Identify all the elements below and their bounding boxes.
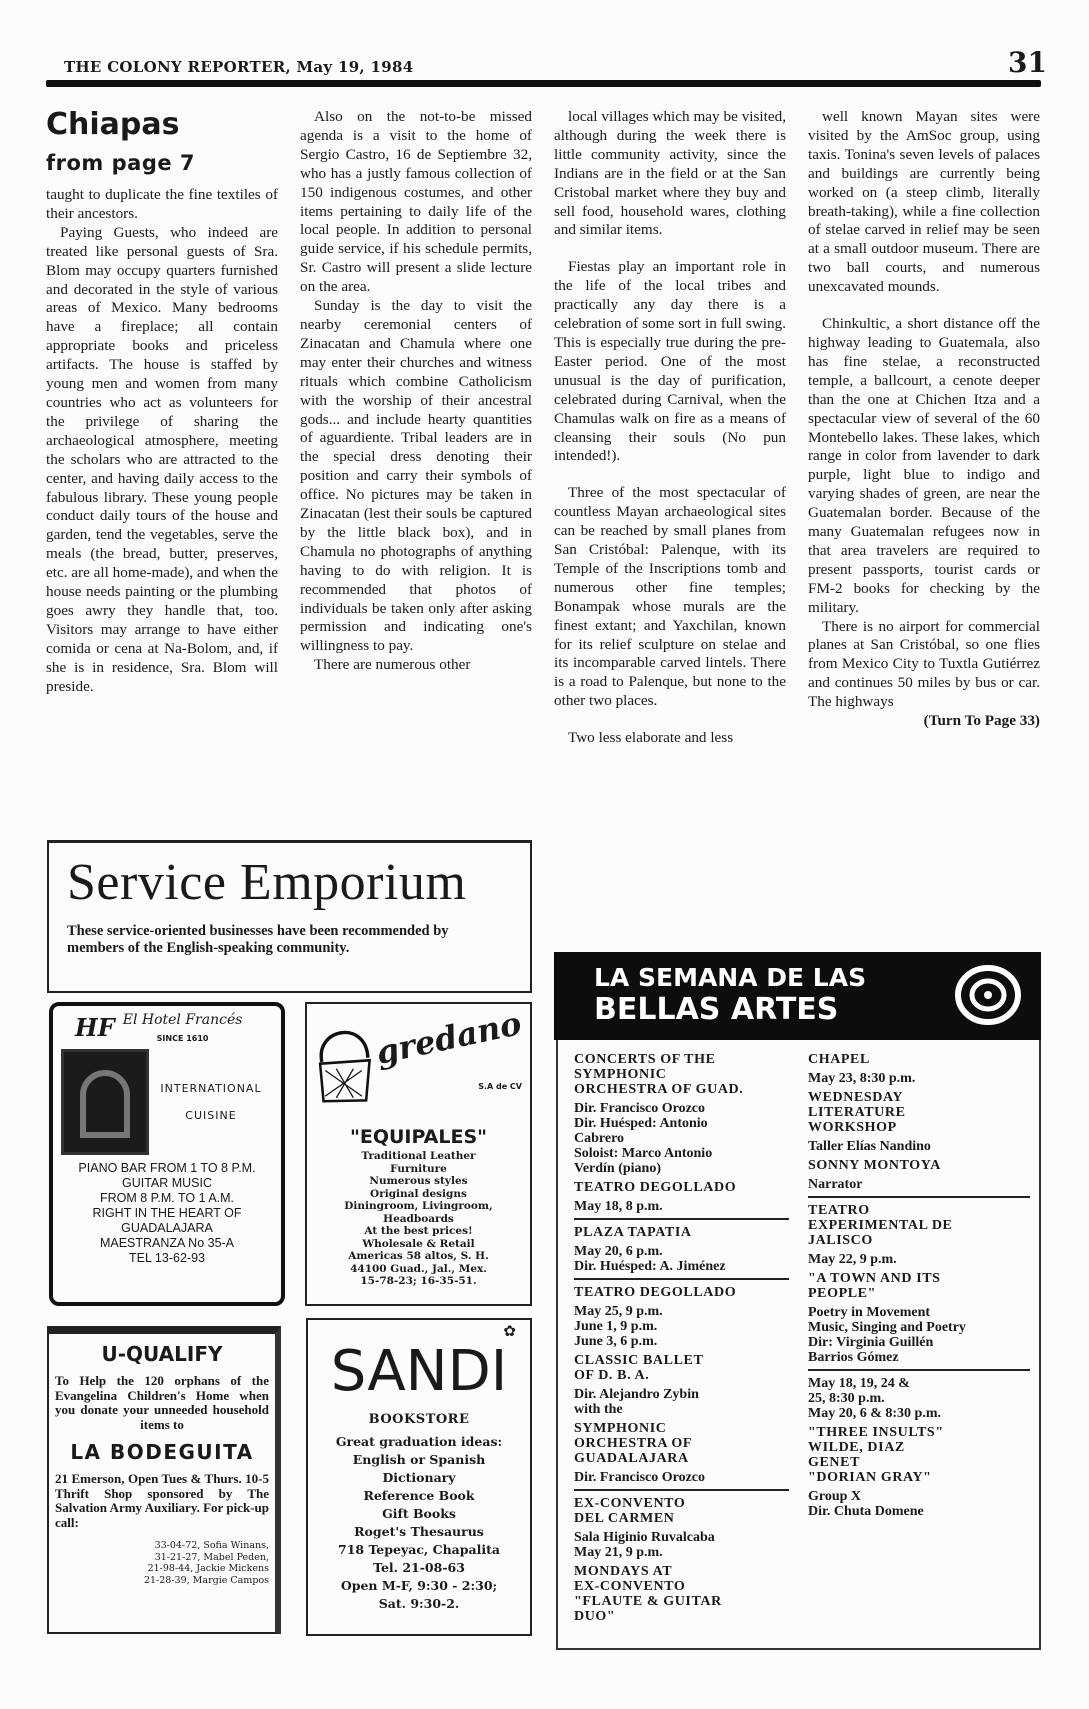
emporium-title: Service Emporium xyxy=(67,854,467,911)
listing-venue: "THREE INSULTS" WILDE, DIAZ GENET "DORIAN GRAY" xyxy=(808,1425,944,1485)
article-paragraph: well known Mayan sites were visited by the AmSoc group, using taxis. Tonina's seven levels of palaces and buildings are currently being worked on (a steep climb, literally breath-taking), while a fine collection of stelae carved in relief may be seen at a small outdoor museum. There are two ball courts, and numerous unexcavated mounds. xyxy=(808,108,1040,296)
listings-left-column xyxy=(574,1052,789,1628)
listing-venue: PLAZA TAPATIA xyxy=(574,1225,692,1240)
listing-detail: May 20, 6 p.m. Dir. Huésped: A. Jiménez xyxy=(574,1244,726,1274)
masthead: THE COLONY REPORTER, May 19, 1984 xyxy=(64,58,414,76)
article-paragraph: Fiestas play an important role in the life of the local tribes and practically any day there is a celebration of some sort in full swing. This is especially true during the pre-Easter period. One of the most unusual is the day of purification, celebrated during Carnival, when the Chamulas walk on fire as a means of cleansing their souls (No pun intended!). xyxy=(554,258,786,465)
listing-divider xyxy=(574,1489,789,1491)
bellas-artes-spiral-logo xyxy=(955,964,1021,1026)
listing-venue: MONDAYS AT EX-CONVENTO "FLAUTE & GUITAR DUO" xyxy=(574,1564,722,1624)
listing-venue: TEATRO DEGOLLADO xyxy=(574,1180,737,1195)
listing-detail: May 18, 19, 24 & 25, 8:30 p.m. May 20, 6 & 8:30 p.m. xyxy=(808,1376,941,1421)
hotel-since: SINCE 1610 xyxy=(156,1034,209,1043)
gredano-suffix: S.A de CV xyxy=(478,1082,522,1091)
listing-detail: Taller Elías Nandino xyxy=(808,1139,931,1154)
hotel-line-cuisine: CUISINE xyxy=(185,1109,237,1122)
article-paragraph: Three of the most spectacular of countless Mayan archaeological sites can be reached by small planes from San Cristóbal: Palenque, with its Temple of the Inscriptions tomb and numerous other fine temples; Bonampak whose murals are the finest extant; and Yaxchilan, known for its relief sculpture on stelae and its incomparable carved lintels. There is a road to Palenque, but none to the other two places. xyxy=(554,484,786,710)
gredano-logo: gredano xyxy=(372,1004,525,1072)
sandi-details: Great graduation ideas: English or Spanish Dictionary Reference Book Gift Books Roget's Thesaurus 718 Tepeyac, Chapalita Tel. 21-08-63 Open M-F, 9:30 - 2:30; Sat. 9:30-2. xyxy=(335,1434,503,1611)
article-column-2 xyxy=(300,108,532,675)
article-paragraph: There is no airport for commercial planes at San Cristóbal, so one flies from Mexico City to Tuxtla Gutiérrez and continues 50 miles by bus or car. The highways xyxy=(808,617,1040,711)
listing-detail: Group X Dir. Chuta Domene xyxy=(808,1489,924,1519)
article-column-3 xyxy=(554,108,786,748)
listings-right-column xyxy=(808,1052,1030,1523)
service-emporium-banner xyxy=(47,840,532,993)
listing-divider xyxy=(808,1369,1030,1371)
listing-detail: May 25, 9 p.m. June 1, 9 p.m. June 3, 6 p.m. xyxy=(574,1304,663,1349)
listing-detail: May 22, 9 p.m. xyxy=(808,1252,897,1267)
article-paragraph: Chinkultic, a short distance off the highway leading to Guatemala, also has fine stelae, a reconstructed temple, a ballcourt, a cenote deeper than the one at Chichen Itza and a spectacular view of several of the 60 Montebello lakes. These lakes, which range in color from lavender to dark purple, light blue to indigo and varying shades of green, are near the Guatemalan border. Because of the many Guatemalan refugees now in that area travelers are required to present passports, tourist cards or FM-2 books for checking by the military. xyxy=(808,315,1040,616)
uqualify-intro: To Help the 120 orphans of the Evangelina Children's Home when you donate your unneeded household items to xyxy=(55,1373,269,1432)
listing-venue: TEATRO DEGOLLADO xyxy=(574,1285,737,1300)
equipal-chair-icon xyxy=(315,1012,375,1112)
listing-venue: WEDNESDAY LITERATURE WORKSHOP xyxy=(808,1090,906,1135)
sandi-bookstore-ad xyxy=(306,1318,532,1636)
bellas-artes-header xyxy=(554,952,1041,1040)
gredano-details: Traditional Leather Furniture Numerous styles Original designs Diningroom, Livingroom, Headboards At the best prices! Wholesale & Retail Americas 58 altos, S. H. 44100 Guad., Jal., Mex. 15-78-23; 16-35-51. xyxy=(344,1150,493,1287)
listing-detail: May 23, 8:30 p.m. xyxy=(808,1071,916,1086)
listing-divider xyxy=(574,1278,789,1280)
hotel-frances-ad xyxy=(49,1002,285,1306)
article-paragraph: Two less elaborate and less xyxy=(568,729,734,747)
article-title: Chiapas xyxy=(46,107,180,142)
emporium-subtitle: These service-oriented businesses have been recommended by members of the English-speaking community. xyxy=(67,923,449,956)
listing-venue: EX-CONVENTO DEL CARMEN xyxy=(574,1496,686,1526)
article-subtitle: from page 7 xyxy=(46,151,196,175)
continued-line: (Turn To Page 33) xyxy=(923,712,1040,730)
listing-divider xyxy=(808,1196,1030,1198)
hf-monogram-logo: HF xyxy=(75,1013,115,1042)
listing-detail: Narrator xyxy=(808,1177,863,1192)
hotel-details: PIANO BAR FROM 1 TO 8 P.M. GUITAR MUSIC FROM 8 P.M. TO 1 A.M. RIGHT IN THE HEART OF GUADALAJARA MAESTRANZA No 35-A TEL 13-62-93 xyxy=(78,1161,256,1265)
listing-venue: CLASSIC BALLET OF D. B. A. xyxy=(574,1353,704,1383)
uqualify-details: 21 Emerson, Open Tues & Thurs. 10-5 Thrift Shop sponsored by The Salvation Army Auxiliary. For pick-up call: xyxy=(55,1471,269,1530)
uqualify-contacts: 33-04-72, Sofia Winans, 31-21-27, Mabel Peden, 21-98-44, Jackie Mickens 21-28-39, Margie Campos xyxy=(143,1540,269,1586)
hotel-line-international: INTERNATIONAL xyxy=(160,1082,262,1095)
page-number: 31 xyxy=(1008,46,1047,79)
bellas-artes-line2: BELLAS ARTES xyxy=(594,992,839,1027)
equipales-headline: "EQUIPALES" xyxy=(349,1126,488,1148)
listing-venue: CHAPEL xyxy=(808,1052,870,1067)
sandi-type: BOOKSTORE xyxy=(368,1412,470,1427)
article-paragraph: Sunday is the day to visit the nearby ceremonial centers of Zinacatan and Chamula where one may enter their churches and witness rituals which combine Catholicism with the worship of their ancestral gods... and include hearty quantities of aguardiente. Tribal leaders are in the special dress denoting their position and carry their symbols of office. No pictures may be taken in Zinacatan (lest their souls be captured by the little black box), and in Chamula no photographs of anything having to do with religion. It is recommended that photos of individuals be taken only after asking permission and indicating one's willingness to pay. xyxy=(300,297,532,655)
listing-venue: SYMPHONIC ORCHESTRA OF GUADALAJARA xyxy=(574,1421,693,1466)
bellas-artes-line1: LA SEMANA DE LAS xyxy=(594,963,867,992)
flower-icon: ✿ xyxy=(503,1324,516,1340)
sandi-logo: SANDI xyxy=(330,1339,508,1404)
hotel-logo-text: El Hotel Francés xyxy=(122,1012,243,1028)
article-column-1 xyxy=(46,108,278,696)
uqualify-title: U-QUALIFY xyxy=(101,1342,223,1366)
listing-venue: CONCERTS OF THE SYMPHONIC ORCHESTRA OF GUAD. xyxy=(574,1052,744,1097)
gredano-ad xyxy=(305,1002,532,1306)
article-paragraph: taught to duplicate the fine textiles of their ancestors. xyxy=(46,186,278,222)
listing-divider xyxy=(574,1218,789,1220)
hotel-photo xyxy=(61,1049,149,1155)
listing-detail: May 18, 8 p.m. xyxy=(574,1199,663,1214)
masthead-rule xyxy=(46,80,1041,87)
listing-detail: Dir. Francisco Orozco Dir. Huésped: Antonio Cabrero Soloist: Marco Antonio Verdín (piano) xyxy=(574,1101,713,1176)
la-bodeguita-name: LA BODEGUITA xyxy=(70,1440,254,1464)
bellas-artes-listings xyxy=(556,1040,1041,1650)
article-column-4 xyxy=(808,108,1040,731)
listing-venue: SONNY MONTOYA xyxy=(808,1158,941,1173)
listing-detail: Dir. Alejandro Zybin with the xyxy=(574,1387,699,1417)
article-paragraph: Also on the not-to-be missed agenda is a visit to the home of Sergio Castro, 16 de Septiembre 32, who has a justly famous collection of 150 indigenous costumes, and other items pertaining to daily life of the local people. In addition to personal guide service, if his schedule permits, Sr. Castro will present a slide lecture on the area. xyxy=(300,108,532,296)
listing-detail: Sala Higinio Ruvalcaba May 21, 9 p.m. xyxy=(574,1530,715,1560)
listing-venue: "A TOWN AND ITS PEOPLE" xyxy=(808,1271,941,1301)
listing-detail: Dir. Francisco Orozco xyxy=(574,1470,706,1485)
listing-detail: Poetry in Movement Music, Singing and Poetry Dir: Virginia Guillén Barrios Gómez xyxy=(808,1305,966,1365)
u-qualify-ad xyxy=(47,1326,281,1634)
listing-venue: TEATRO EXPERIMENTAL DE JALISCO xyxy=(808,1203,953,1248)
article-paragraph: There are numerous other xyxy=(314,656,471,674)
article-paragraph: Paying Guests, who indeed are treated like personal guests of Sra. Blom may occupy quarters furnished and decorated in the style of various areas of Mexico. Many bedrooms have a fireplace; all contain appropriate books and priceless artifacts. The house is staffed by young men and women from many countries who act as volunteers for the privilege of sharing the archaeological atmosphere, meeting the scholars who are attracted to the center, and having daily access to the fabulous library. These young people conduct daily tours of the house and garden, tend the vegetables, serve the meals (the bread, butter, preserves, etc. are all home-made), and when the house needs painting or the plumbing goes awry they handle that, too. Visitors may arrange to have either comida or cena at Na-Bolom, and, if she is in residence, Sra. Blom will preside. xyxy=(46,223,278,695)
article-paragraph: local villages which may be visited, although during the week there is little community activity, since the Indians are in the field or at the San Cristobal market where they buy and sell food, household wares, clothing and similar items. xyxy=(554,108,786,239)
